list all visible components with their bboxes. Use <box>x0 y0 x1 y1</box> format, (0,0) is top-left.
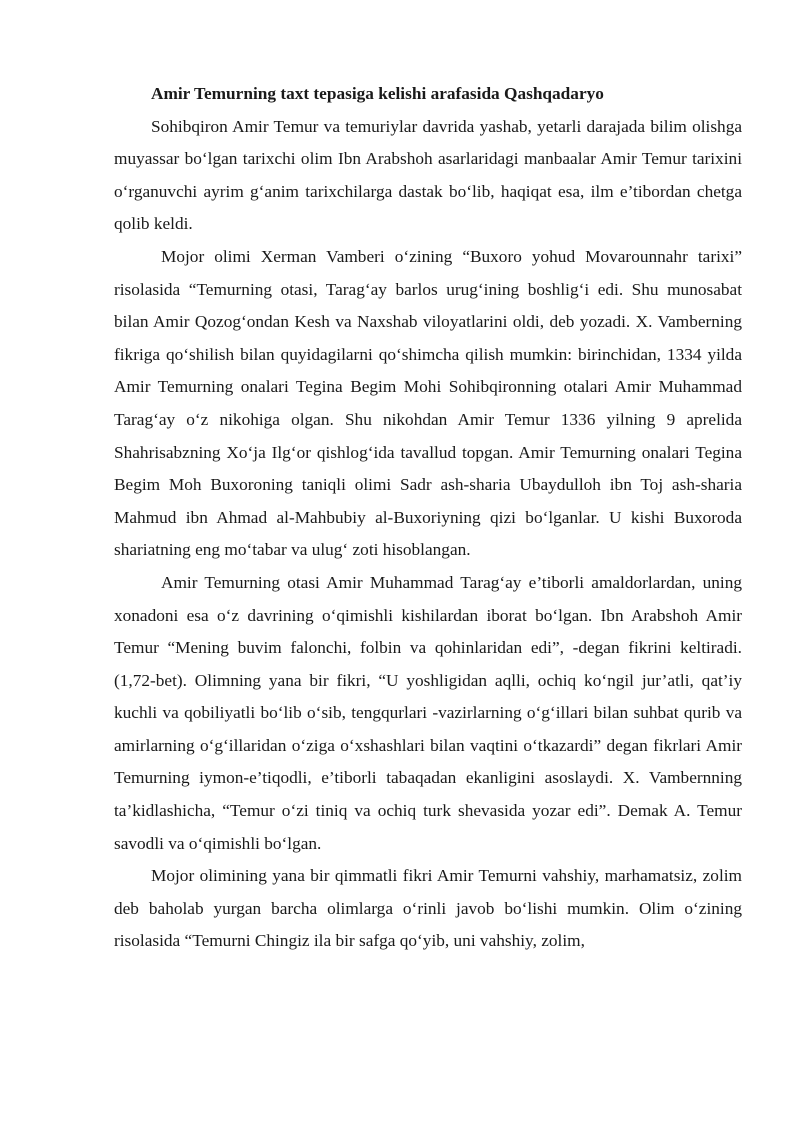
paragraph-4: Mojor olimining yana bir qimmatli fikri Amir Temurni vahshiy, marhamatsiz, zolim deb baholab yurgan barcha olimlarga o‘rinli javob bo‘lishi mumkin. Olim o‘zining risolasida “Temurni Chingiz ila bir safga qo‘yib, uni vahshiy, zolim, <box>114 866 742 951</box>
document-title: Amir Temurning taxt tepasiga kelishi arafasida Qashqadaryo <box>151 84 604 103</box>
paragraph-1: Sohibqiron Amir Temur va temuriylar davrida yashab, yetarli darajada bilim olishga muyassar bo‘lgan tarixchi olim Ibn Arabshoh asarlaridagi manbaalar Amir Temur tarixini o‘rganuvchi ayrim g‘anim tarixchilarga dastak bo‘lib, haqiqat esa, ilm e’tibordan chetga qolib keldi. <box>114 116 742 234</box>
paragraph-3: Amir Temurning otasi Amir Muhammad Tarag‘ay e’tiborli amaldorlardan, uning xonadoni esa o‘z davrining o‘qimishli kishilardan iborat bo‘lgan. Ibn Arabshoh Amir Temur “Mening buvim falonchi, folbin va qohinlaridan edi”, -degan fikrini keltiradi. (1,72-bet). Olimning yana bir fikri, “U yoshligidan aqlli, ochiq ko‘ngil jur’atli, qat’iy kuchli va qobiliyatli bo‘lib o‘sib, tengqurlari -vazirlarning o‘g‘illari bilan suhbat qurib va amirlarning o‘g‘illaridan o‘ziga o‘xshashlari bilan vaqtini o‘tkazardi” degan fikrlari Amir Temurning iymon-e’tiqodli, e’tiborli tabaqadan ekanligini asoslaydi. X. Vambernning ta’kidlashicha, “Temur o‘zi tiniq va ochiq turk shevasida yozar edi”. Demak A. Temur savodli va o‘qimishli bo‘lgan. <box>114 572 742 853</box>
document-page <box>114 78 742 958</box>
paragraph-2: Mojor olimi Xerman Vamberi o‘zining “Buxoro yohud Movarounnahr tarixi” risolasida “Temurning otasi, Tarag‘ay barlos urug‘ining boshlig‘i edi. Shu munosabat bilan Amir Qozog‘ondan Kesh va Naxshab viloyatlarini oldi, deb yozadi. X. Vamberning fikriga qo‘shilish bilan quyidagilarni qo‘shimcha qilish mumkin: birinchidan, 1334 yilda Amir Temurning onalari Tegina Begim Mohi Sohibqironning otalari Amir Muhammad Tarag‘ay o‘z nikohiga olgan. Shu nikohdan Amir Temur 1336 yilning 9 aprelida Shahrisabzning Xo‘ja Ilg‘or qishlog‘ida tavallud topgan. Amir Temurning onalari Tegina Begim Moh Buxoroning taniqli olimi Sadr ash-sharia Ubaydulloh ibn Toj ash-sharia Mahmud ibn Ahmad al-Mahbubiy al-Buxoriyning qizi bo‘lganlar. U kishi Buxoroda shariatning eng mo‘tabar va ulug‘ zoti hisoblangan. <box>114 246 742 560</box>
